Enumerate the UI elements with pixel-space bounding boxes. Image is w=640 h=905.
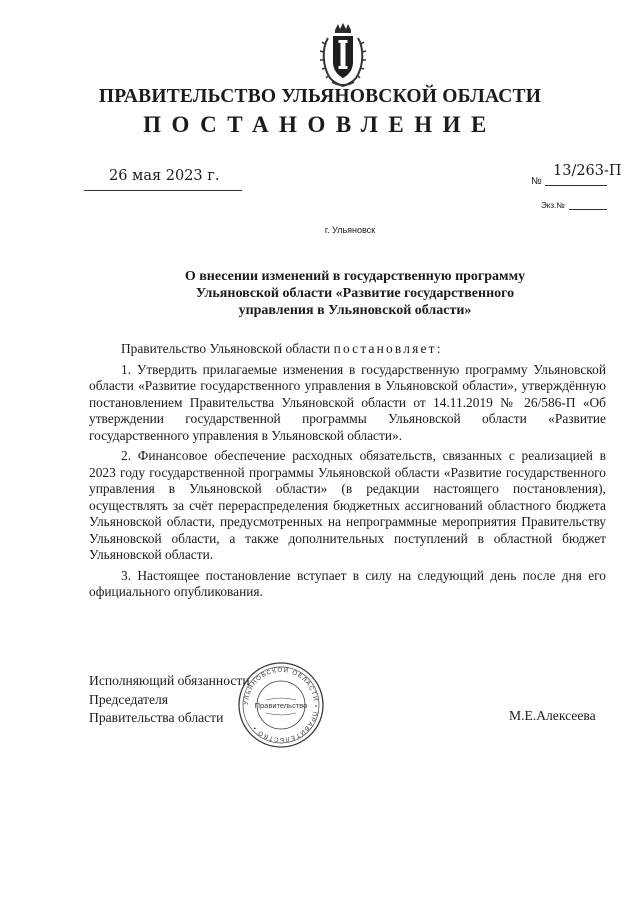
intro-spaced-word: постановляет: bbox=[333, 341, 443, 356]
intro-paragraph bbox=[89, 341, 606, 358]
copy-number-underline bbox=[569, 209, 607, 210]
decree-body bbox=[89, 341, 606, 601]
signatory-name: М.Е.Алексеева bbox=[509, 708, 596, 723]
decree-number: 13/263-П bbox=[553, 163, 622, 179]
official-seal-stamp bbox=[236, 660, 326, 750]
number-sign: № bbox=[531, 176, 542, 187]
decree-subject bbox=[110, 268, 600, 319]
city-label: г. Ульяновск bbox=[324, 225, 376, 235]
signatory-line: Исполняющий обязанности bbox=[89, 673, 250, 688]
date-underline bbox=[84, 190, 242, 191]
svg-text:УЛЬЯНОВСКОЙ ОБЛАСТИ • ПРАВИТЕЛ: УЛЬЯНОВСКОЙ ОБЛАСТИ • ПРАВИТЕЛЬСТВО • bbox=[242, 666, 320, 744]
clause-1: 1. Утвердить прилагаемые изменения в государственную программу Ульяновской области «Развитие государственного управления в Ульяновской области», утверждённую постановлением Правительства Ульяновской области от 14.11.2019 № 26/586-П «Об утверждении государственной программы Ульяновской области «Развитие государственного управления в Ульяновской области». bbox=[89, 361, 606, 443]
signatory-line: Председателя bbox=[89, 691, 169, 707]
subject-line: управления в Ульяновской области» bbox=[238, 303, 472, 318]
government-title: ПРАВИТЕЛЬСТВО УЛЬЯНОВСКОЙ ОБЛАСТИ bbox=[98, 86, 542, 107]
document-type-title: ПОСТАНОВЛЕНИЕ bbox=[143, 112, 497, 137]
clause-2: 2. Финансовое обеспечение расходных обязательств, связанных с реализацией в 2023 году государственной программы Ульяновской области «Развитие государственного управления в Ульяновской области» (в редакции настоящего постановления), осуществлять за счёт перераспределения бюджетных ассигнований областного бюджета Ульяновской области, предусмотренных на непрограммные мероприятия Правительству Ульяновской области, а также дополнительных поступлений в областной бюджет Ульяновской области. bbox=[89, 448, 606, 562]
clause-3: 3. Настоящее постановление вступает в силу на следующий день после дня его официального опубликования. bbox=[89, 567, 606, 599]
copy-number-label: Экз.№ bbox=[541, 201, 565, 210]
subject-line: О внесении изменений в государственную программу bbox=[184, 269, 526, 284]
subject-line: Ульяновской области «Развитие государственного bbox=[195, 286, 515, 301]
decree-date: 26 мая 2023 г. bbox=[109, 168, 220, 184]
intro-text: Правительство Ульяновской области bbox=[121, 341, 331, 356]
ulyanovsk-coat-of-arms-icon bbox=[318, 22, 368, 88]
signatory-position bbox=[89, 672, 250, 728]
svg-text:Правительство: Правительство bbox=[254, 701, 308, 710]
number-underline bbox=[545, 185, 607, 186]
signatory-line: Правительства области bbox=[89, 710, 224, 725]
